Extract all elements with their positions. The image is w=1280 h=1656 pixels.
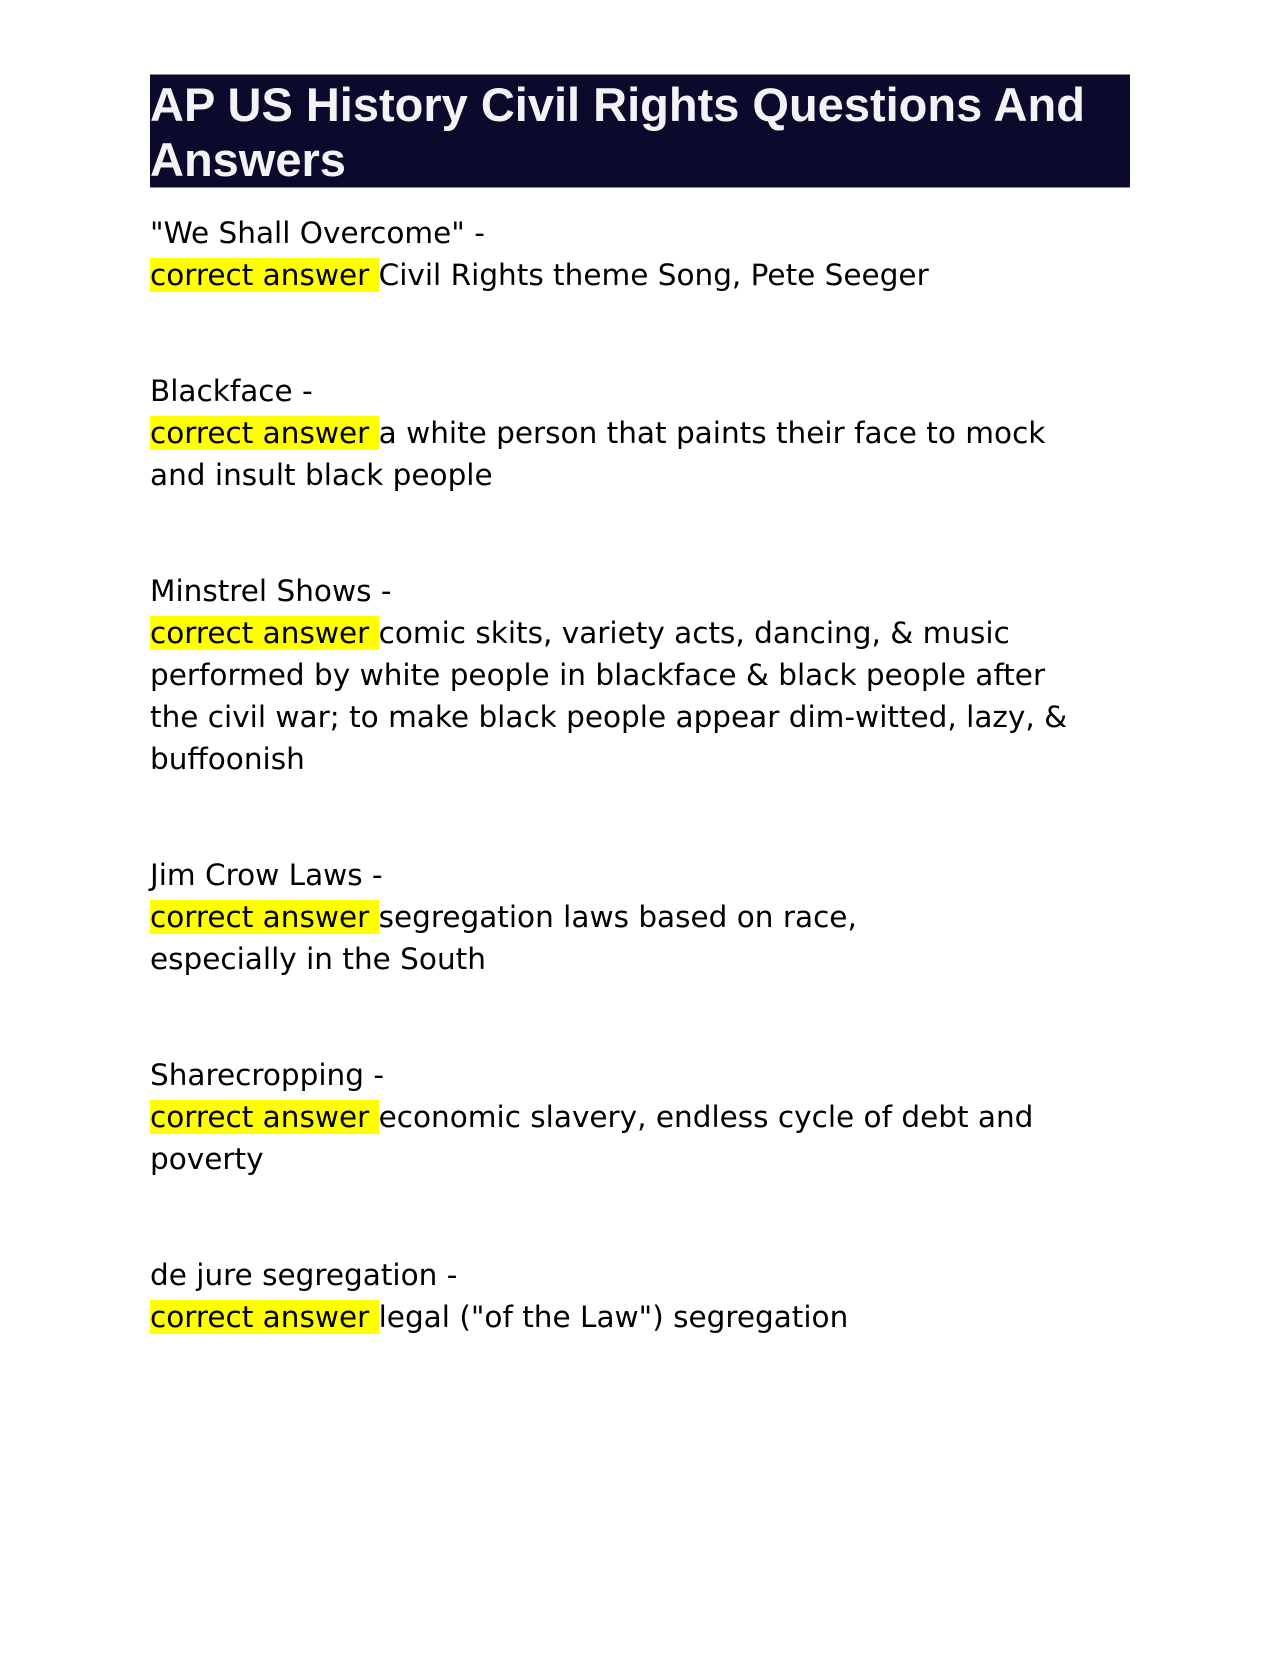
- title-banner: [150, 74, 1130, 188]
- qa-entry: [150, 570, 1130, 780]
- answer-text: Civil Rights theme Song, Pete Seeger: [378, 258, 929, 292]
- correct-answer-label: correct answer: [150, 900, 379, 934]
- question-term: Blackface -: [150, 374, 313, 408]
- correct-answer-label: correct answer: [150, 1300, 379, 1334]
- correct-answer-label: correct answer: [150, 416, 379, 450]
- answer-line: [150, 412, 1050, 496]
- qa-entry: [150, 1054, 1130, 1180]
- document-title: AP US History Civil Rights Questions And Answers: [150, 78, 1085, 186]
- question-term: "We Shall Overcome" -: [150, 216, 485, 250]
- answer-line: [150, 254, 1130, 296]
- correct-answer-label: correct answer: [150, 258, 379, 292]
- correct-answer-label: correct answer: [150, 1100, 379, 1134]
- answer-text: economic slavery, endless cycle of debt and poverty: [150, 1100, 1034, 1176]
- document-page: [150, 74, 1130, 1412]
- qa-entry: [150, 370, 1130, 496]
- qa-list: [150, 212, 1130, 1338]
- qa-entry: [150, 1254, 1130, 1338]
- question-term: Jim Crow Laws -: [150, 858, 383, 892]
- answer-line: [150, 612, 1090, 780]
- question-term: de jure segregation -: [150, 1258, 458, 1292]
- qa-entry: [150, 854, 1130, 980]
- question-term: Minstrel Shows -: [150, 574, 392, 608]
- answer-text: comic skits, variety acts, dancing, & music performed by white people in blackface & black people after the civil war; to make black people appear dim-witted, lazy, & buffoonish: [150, 616, 1068, 776]
- answer-text: a white person that paints their face to mock and insult black people: [150, 416, 1046, 492]
- correct-answer-label: correct answer: [150, 616, 379, 650]
- answer-text: segregation laws based on race, especially in the South: [150, 900, 857, 976]
- answer-line: [150, 1296, 1130, 1338]
- answer-text: legal ("of the Law") segregation: [378, 1300, 849, 1334]
- qa-entry: [150, 212, 1130, 296]
- answer-line: [150, 896, 950, 980]
- question-term: Sharecropping -: [150, 1058, 384, 1092]
- answer-line: [150, 1096, 1070, 1180]
